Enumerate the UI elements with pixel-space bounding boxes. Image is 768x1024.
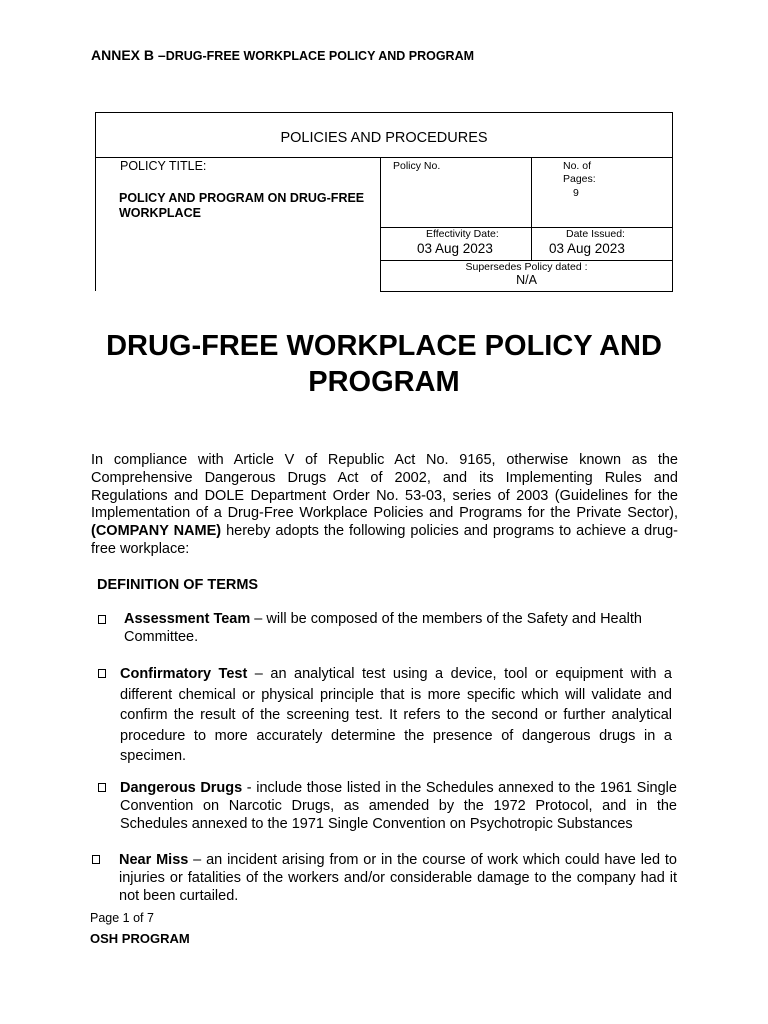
definition-term: Near Miss [119,852,189,868]
intro-text-1: In compliance with Article V of Republic Act No. 9165, otherwise known as the Comprehensive Dangerous Drugs Act of 2002, and its Implementing Rules and Regulations and DOLE Department Order No. 53-03, series of 2003 (Guidelines for the Implementation of a Drug-Free Workplace Policies and Programs for the Private Sector), [91,452,678,522]
bullet-box-icon [98,783,106,792]
policy-title-label: POLICY TITLE: [120,159,207,173]
definition-text: – will be composed of the members of the Safety and Health Committee. [124,611,642,645]
effectivity-label: Effectivity Date: [426,228,499,240]
pages-label: No. of Pages: [563,160,596,185]
footer-program: OSH PROGRAM [90,931,190,946]
bullet-box-icon [92,855,100,864]
section-heading: DEFINITION OF TERMS [97,577,259,593]
policies-heading-cell [95,112,673,158]
company-name: (COMPANY NAME) [91,523,222,540]
policy-info-table [380,157,673,292]
definition-item [119,851,677,906]
main-title: DRUG-FREE WORKPLACE POLICY AND PROGRAM [106,330,662,398]
pages-value: 9 [573,187,579,199]
issued-label: Date Issued: [566,228,625,240]
supersedes-cell [381,260,672,291]
definition-item [120,779,677,834]
policy-title-cell [95,157,381,291]
bullet-box-icon [98,615,106,624]
definition-item [120,664,672,767]
definition-item [124,611,674,646]
intro-paragraph [91,452,678,559]
bullet-box-icon [98,669,106,678]
policy-no-cell [381,158,532,228]
definition-term: Confirmatory Test [120,666,248,682]
definition-term: Assessment Team [124,611,251,627]
pages-cell [531,158,672,228]
intro-text-2: hereby adopts the following policies and programs to achieve a drug-free workplace: [91,523,679,557]
effectivity-value: 03 Aug 2023 [417,241,493,256]
policy-no-label: Policy No. [393,160,441,172]
definition-text: – an analytical test using a device, tool or equipment with a different chemical or physical principle that is more specific which will validate and confirm the result of the screening test. It refers to the second or further analytical procedure to more accurately determine the presence of dangerous drugs in a specimen. [120,666,672,765]
definition-term: Dangerous Drugs [120,780,243,796]
definition-text: – an incident arising from or in the course of work which could have led to injuries or fatalities of the workers and/or considerable damage to the company had it not been curtailed. [119,852,677,905]
policies-heading: POLICIES AND PROCEDURES [280,130,488,146]
page-number: Page 1 of 7 [90,911,154,925]
supersedes-value: N/A [516,273,537,287]
supersedes-label: Supersedes Policy dated : [465,261,588,273]
policy-title-value: POLICY AND PROGRAM ON DRUG-FREE WORKPLACE [119,191,365,220]
annex-title: DRUG-FREE WORKPLACE POLICY AND PROGRAM [165,49,475,63]
issued-value: 03 Aug 2023 [549,241,625,256]
annex-heading [91,47,474,63]
annex-prefix: ANNEX B – [91,47,166,63]
effectivity-cell [381,227,532,261]
definition-text: - include those listed in the Schedules annexed to the 1961 Single Convention on Narcotic Drugs, as amended by the 1972 Protocol, and in the Schedules annexed to the 1971 Single Convention on Psychotropic Substances [120,780,677,833]
issued-cell [531,227,672,261]
